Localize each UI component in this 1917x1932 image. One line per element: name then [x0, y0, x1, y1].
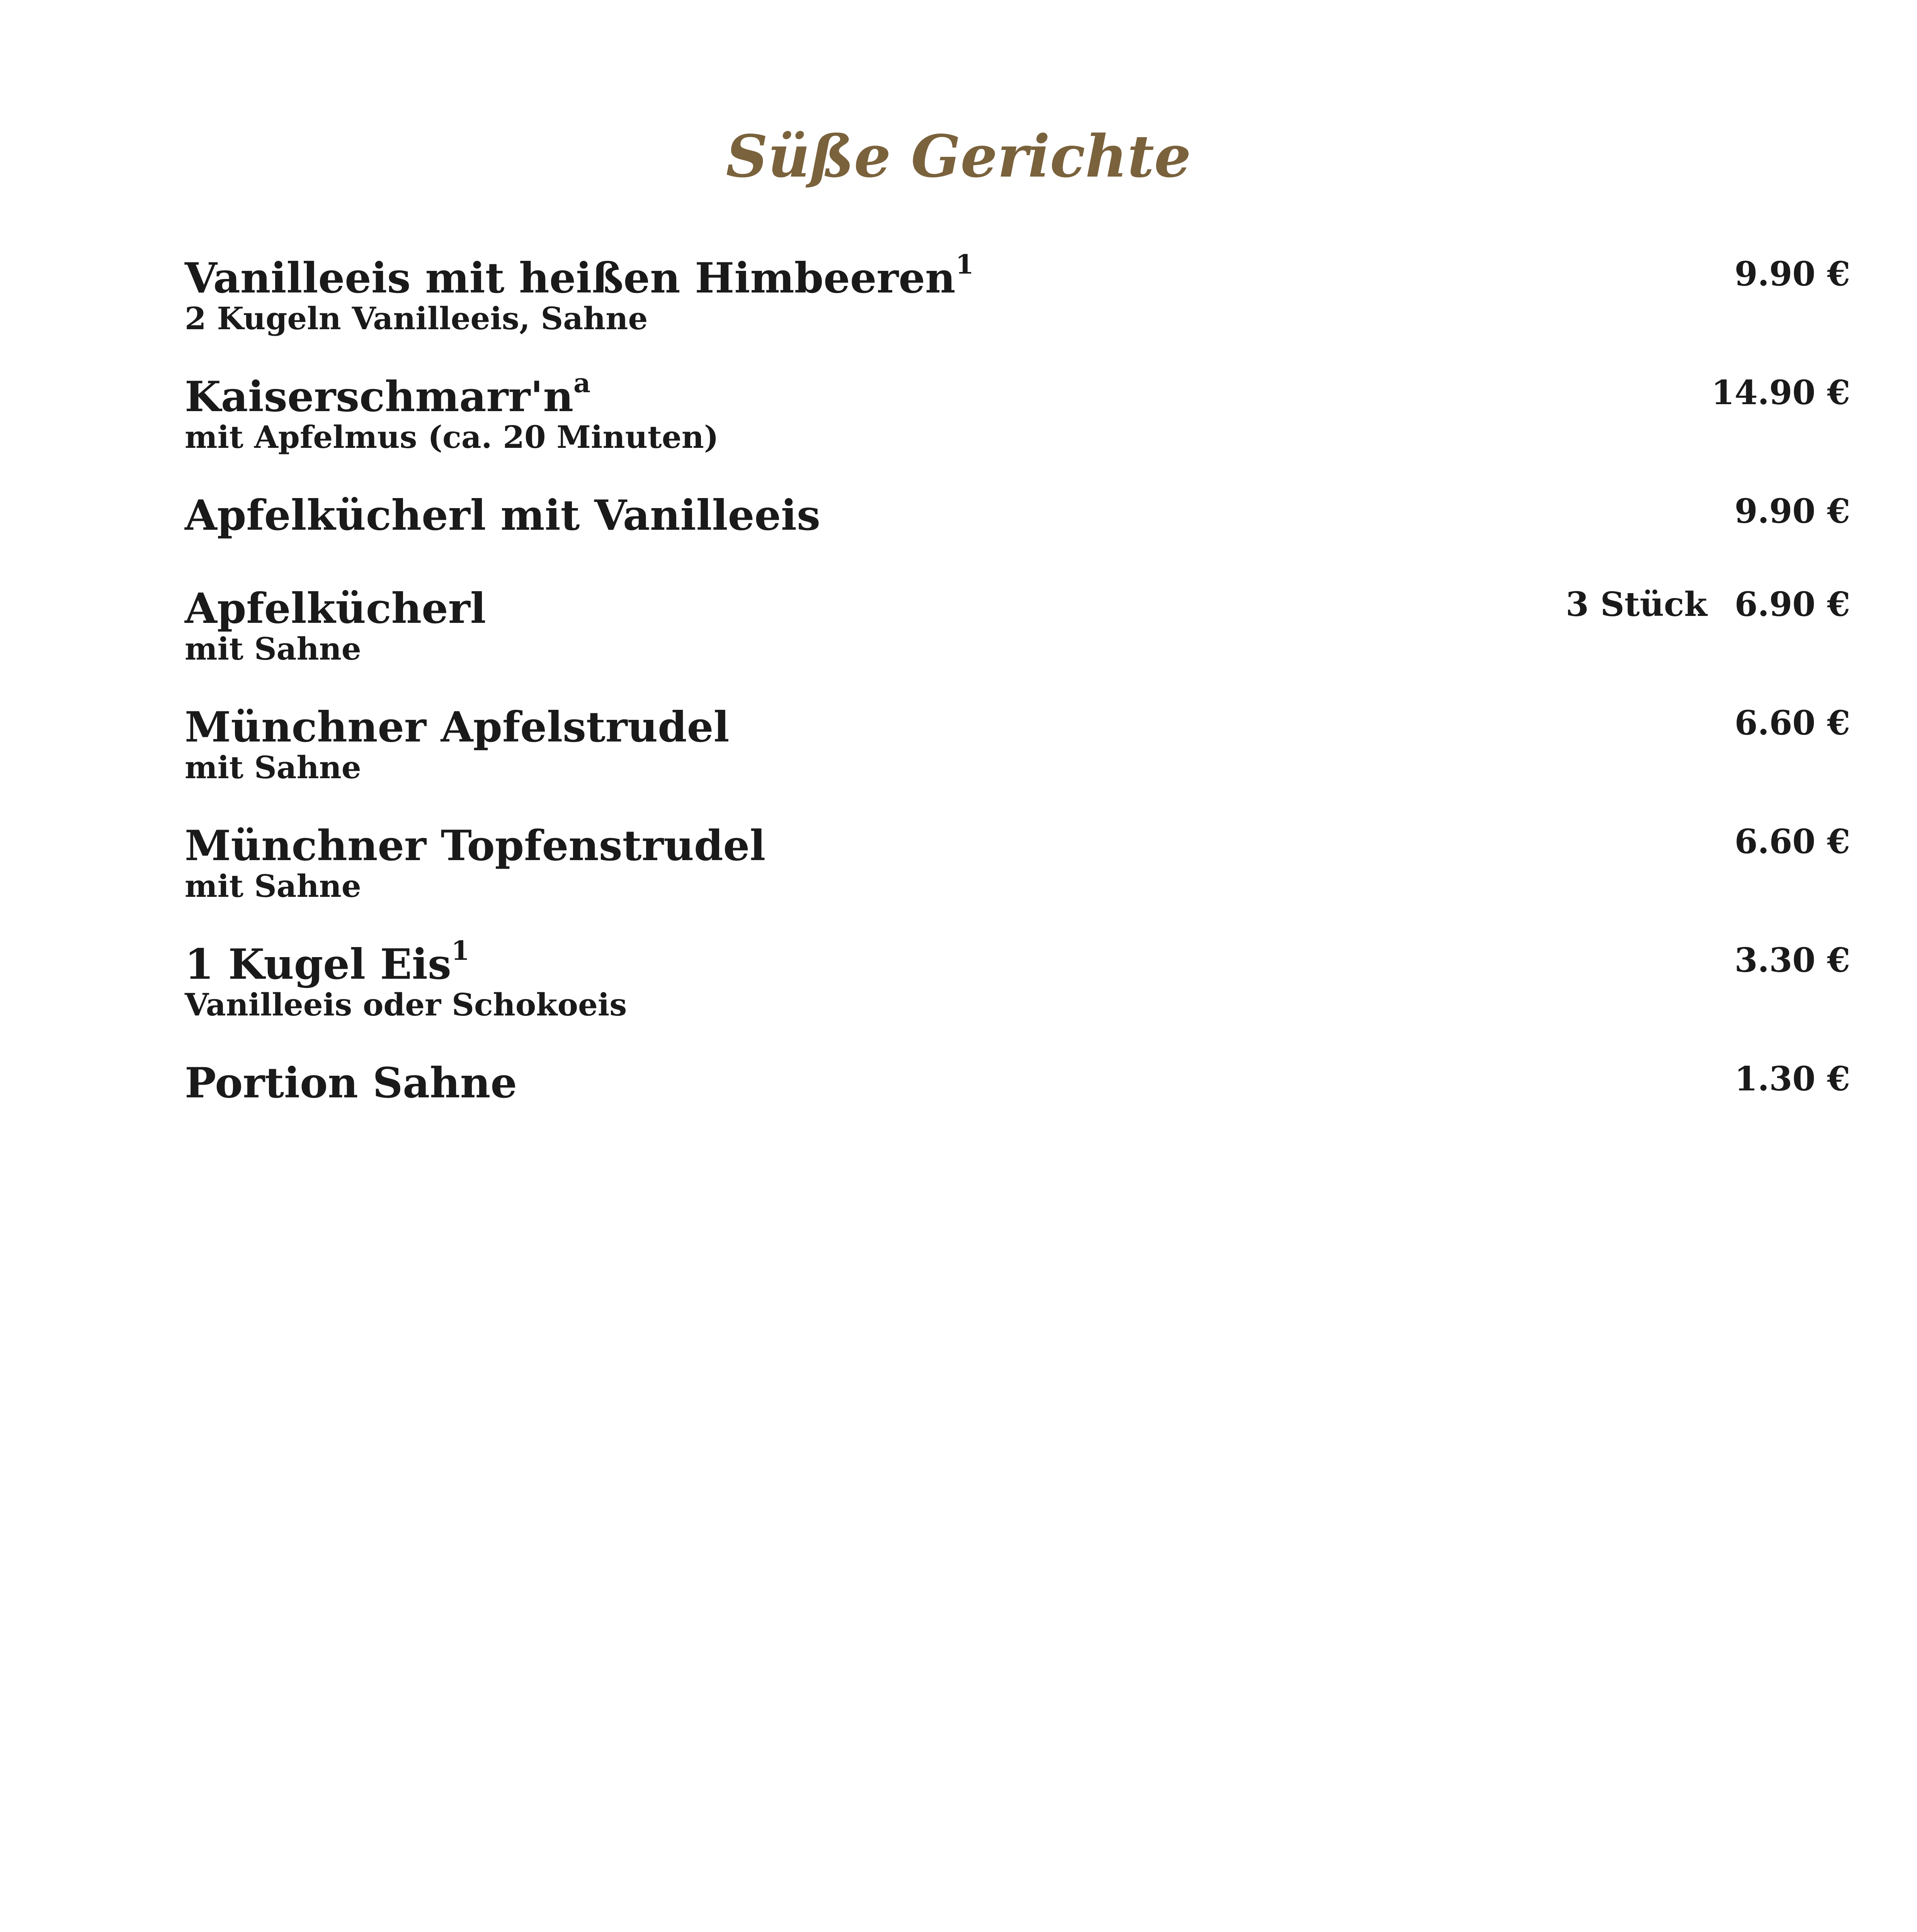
item-description: mit Sahne: [185, 749, 361, 786]
item-name: [185, 1060, 517, 1107]
item-name: [185, 368, 591, 421]
item-price: 3.30 €: [1734, 941, 1850, 980]
item-name-text: Münchner Topfenstrudel: [185, 821, 766, 870]
item-name-text: Apfelkücherl: [185, 584, 486, 633]
allergen-marker: 1: [955, 249, 974, 280]
item-price: 1.30 €: [1734, 1060, 1850, 1099]
item-name: [185, 585, 486, 632]
item-description: 2 Kugeln Vanilleeis, Sahne: [185, 300, 648, 337]
allergen-marker: 1: [451, 935, 470, 966]
item-description: Vanilleeis oder Schokoeis: [185, 986, 627, 1023]
item-quantity: 3 Stück: [1565, 585, 1707, 624]
item-description: mit Sahne: [185, 631, 361, 667]
item-name: [185, 492, 820, 539]
item-name-text: Apfelkücherl mit Vanilleeis: [185, 491, 820, 540]
item-price: 6.60 €: [1734, 704, 1850, 743]
item-name-text: 1 Kugel Eis: [185, 940, 451, 989]
item-name: [185, 823, 765, 869]
item-name: [185, 935, 470, 989]
item-name-text: Münchner Apfelstrudel: [185, 703, 730, 752]
item-name: [185, 249, 974, 303]
item-price: 14.90 €: [1711, 373, 1850, 412]
item-name: [185, 704, 729, 751]
item-description: mit Apfelmus (ca. 20 Minuten): [185, 419, 719, 455]
item-price: 9.90 €: [1734, 255, 1850, 294]
item-description: mit Sahne: [185, 868, 361, 904]
item-price: 9.90 €: [1734, 492, 1850, 531]
page-title: Süße Gerichte: [726, 122, 1191, 190]
item-price: 6.90 €: [1734, 585, 1850, 624]
allergen-marker: a: [573, 368, 591, 399]
item-name-text: Portion Sahne: [185, 1059, 517, 1107]
item-name-text: Kaiserschmarr'n: [185, 372, 574, 421]
item-name-text: Vanilleeis mit heißen Himbeeren: [185, 254, 956, 303]
item-price: 6.60 €: [1734, 822, 1850, 861]
